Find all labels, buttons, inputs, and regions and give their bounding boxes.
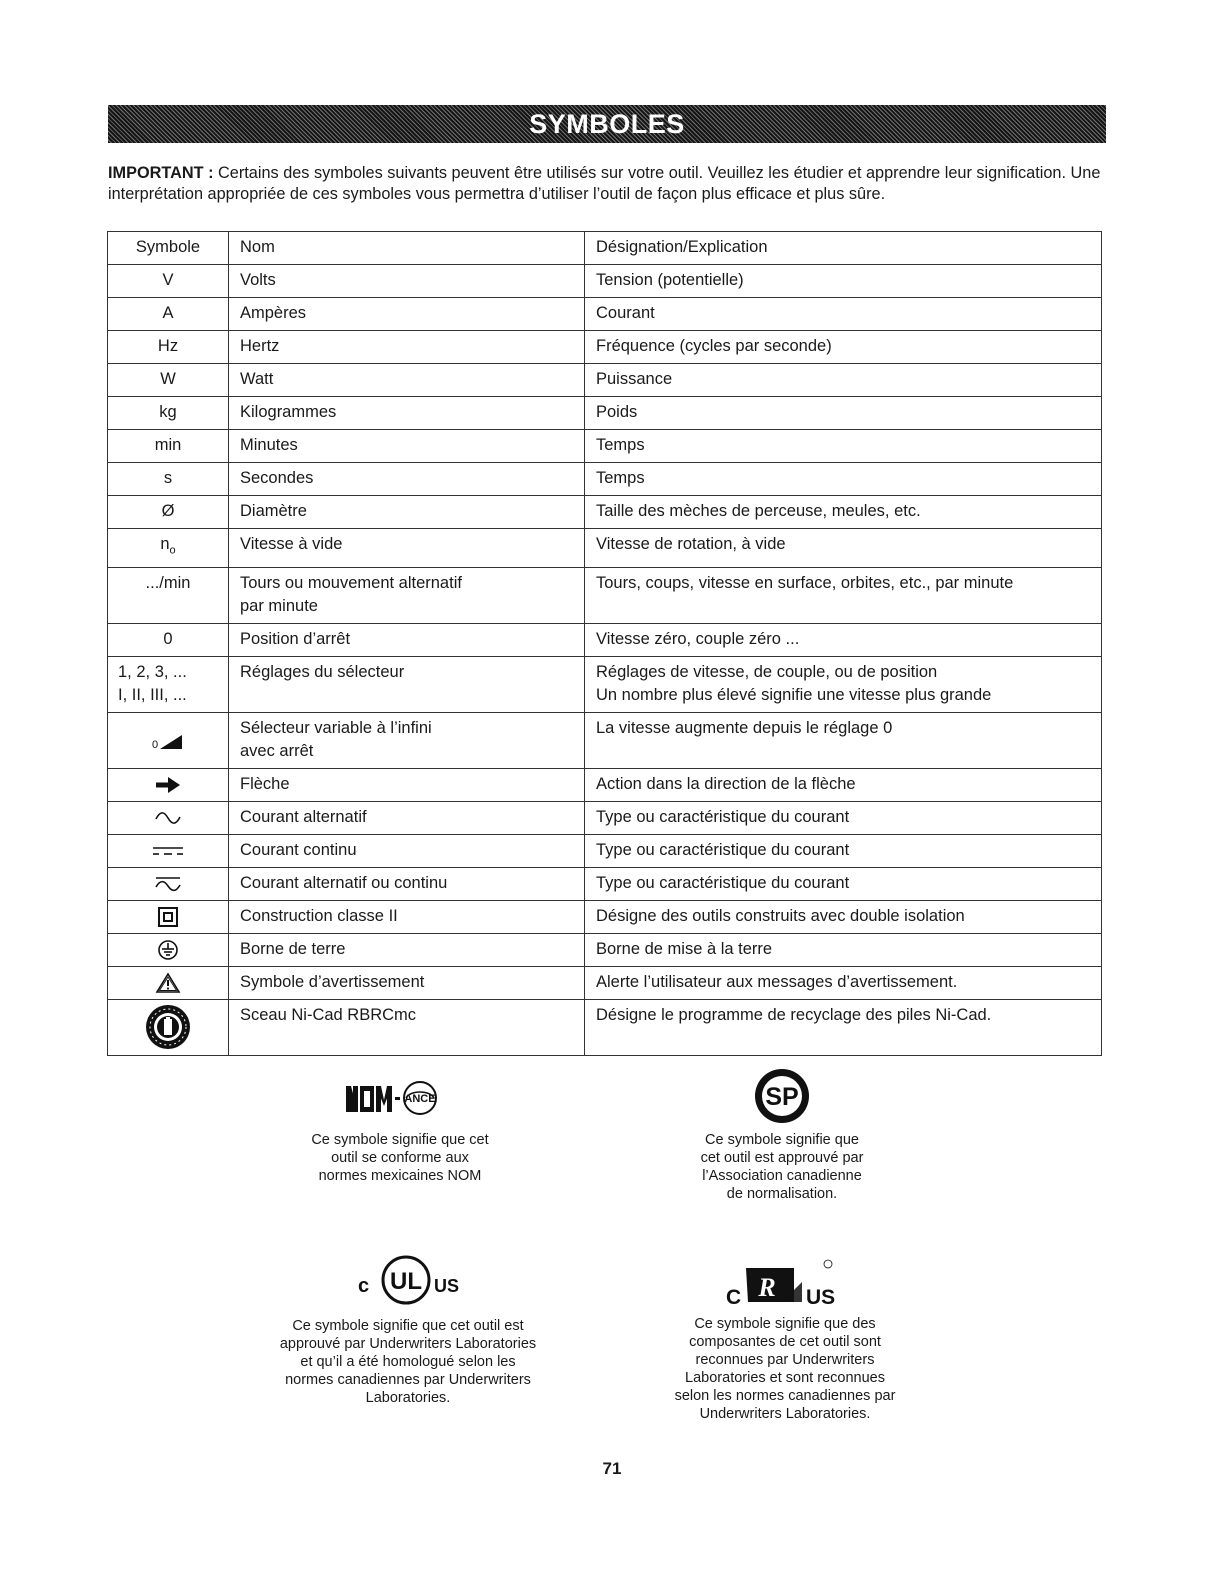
header-desc: Désignation/Explication (585, 232, 1102, 265)
row-symbol-line1: 1, 2, 3, ... (118, 663, 187, 682)
row-symbol (108, 769, 229, 802)
row-symbol (108, 713, 229, 769)
row-desc: Type ou caractéristique du courant (585, 868, 1102, 901)
ru-caption-line: Laboratories et sont reconnues (685, 1370, 885, 1386)
alternating-current-icon (153, 809, 183, 827)
row-name-line2: avec arrêt (240, 742, 314, 761)
table-row (108, 265, 1102, 298)
row-desc: Puissance (585, 364, 1102, 397)
ru-caption-line: reconnues par Underwriters (695, 1352, 875, 1368)
row-desc: Désigne des outils construits avec double isolation (585, 901, 1102, 934)
row-symbol (108, 657, 229, 713)
row-desc: Désigne le programme de recyclage des piles Ni-Cad. (585, 1000, 1102, 1056)
table-row (108, 934, 1102, 967)
row-symbol (108, 868, 229, 901)
row-desc-line2: Un nombre plus élevé signifie une vitesse plus grande (596, 686, 992, 705)
row-name: Courant alternatif ou continu (229, 868, 585, 901)
page-number: 71 (602, 1459, 622, 1478)
row-name: Sceau Ni-Cad RBRCmc (229, 1000, 585, 1056)
variable-selector-icon (152, 729, 184, 751)
ru-caption-line: selon les normes canadiennes par (674, 1388, 896, 1404)
row-symbol (108, 835, 229, 868)
csa-caption-line: de normalisation. (726, 1186, 838, 1202)
table-row (108, 496, 1102, 529)
table-row (108, 397, 1102, 430)
table-row (108, 657, 1102, 713)
ru-caption-line: composantes de cet outil sont (689, 1334, 881, 1350)
earth-terminal-icon (157, 939, 179, 961)
svg-text:US: US (434, 1276, 460, 1296)
row-name: Diamètre (229, 496, 585, 529)
header-name: Nom (229, 232, 585, 265)
ru-caption-line: Ce symbole signifie que des (694, 1316, 876, 1332)
table-row (108, 364, 1102, 397)
ul-caption-line: Laboratories. (365, 1390, 451, 1406)
row-name-line2: par minute (240, 597, 318, 616)
symbol-n: n (160, 535, 170, 553)
svg-text:0: 0 (152, 739, 159, 752)
row-symbol: .../min (108, 568, 229, 624)
row-name: Construction classe II (229, 901, 585, 934)
csa-logo-icon (752, 1066, 812, 1126)
row-symbol: Ø (108, 496, 229, 529)
row-symbol (108, 529, 229, 568)
row-name-line1: Sélecteur variable à l’infini (240, 719, 432, 738)
row-desc: Borne de mise à la terre (585, 934, 1102, 967)
row-desc: Tension (potentielle) (585, 265, 1102, 298)
header-symbol: Symbole (108, 232, 229, 265)
intro-text: Certains des symboles suivants peuvent être utilisés sur votre outil. Veuillez les étudier et apprendre leur signification. Une interprétation appropriée de ces symboles vous permettra d’utiliser l’outil de façon plus efficace et plus sûre. (108, 164, 1101, 203)
section-title: SYMBOLES (529, 108, 685, 139)
svg-text:ANCE: ANCE (404, 1093, 436, 1105)
row-desc-line1: Réglages de vitesse, de couple, ou de position (596, 663, 938, 682)
svg-text:c: c (358, 1275, 370, 1297)
table-row (108, 769, 1102, 802)
ul-caption-line: et qu’il a été homologué selon les (300, 1354, 516, 1370)
row-desc: Taille des mèches de perceuse, meules, etc. (585, 496, 1102, 529)
row-symbol: V (108, 265, 229, 298)
row-symbol: 0 (108, 624, 229, 657)
row-name: Courant continu (229, 835, 585, 868)
table-row (108, 901, 1102, 934)
row-name (229, 568, 585, 624)
csa-caption-line: Ce symbole signifie que (705, 1132, 859, 1148)
svg-text:R: R (758, 1273, 776, 1302)
row-desc (585, 657, 1102, 713)
row-symbol (108, 934, 229, 967)
row-symbol: min (108, 430, 229, 463)
svg-text:UL: UL (390, 1268, 422, 1295)
row-symbol: Hz (108, 331, 229, 364)
nom-logo-block (290, 1076, 510, 1185)
table-header-row (108, 232, 1102, 265)
row-desc: Action dans la direction de la flèche (585, 769, 1102, 802)
row-desc: Poids (585, 397, 1102, 430)
row-desc: Vitesse zéro, couple zéro ... (585, 624, 1102, 657)
row-name (229, 713, 585, 769)
row-symbol (108, 901, 229, 934)
symbols-table (107, 231, 1102, 1056)
ul-logo-block (258, 1250, 558, 1407)
ru-logo-block (640, 1252, 930, 1423)
row-symbol: A (108, 298, 229, 331)
row-name: Watt (229, 364, 585, 397)
ul-caption-line: normes canadiennes par Underwriters (285, 1372, 531, 1388)
table-row (108, 331, 1102, 364)
svg-text:US: US (806, 1286, 836, 1309)
row-desc: Type ou caractéristique du courant (585, 802, 1102, 835)
intro-paragraph (108, 163, 1108, 205)
ru-caption-line: Underwriters Laboratories. (699, 1406, 871, 1422)
row-name-line1: Tours ou mouvement alternatif (240, 574, 462, 593)
row-name: Minutes (229, 430, 585, 463)
row-symbol (108, 802, 229, 835)
table-row (108, 298, 1102, 331)
nom-caption-line: outil se conforme aux (331, 1150, 469, 1166)
row-name: Borne de terre (229, 934, 585, 967)
nom-caption-line: Ce symbole signifie que cet (311, 1132, 489, 1148)
row-symbol (108, 1000, 229, 1056)
nom-ance-logo-icon (340, 1076, 460, 1126)
row-desc: Type ou caractéristique du courant (585, 835, 1102, 868)
row-symbol: W (108, 364, 229, 397)
section-banner (108, 105, 1106, 143)
table-row (108, 463, 1102, 496)
row-name: Réglages du sélecteur (229, 657, 585, 713)
table-row (108, 802, 1102, 835)
symbol-n-subscript: o (169, 544, 176, 557)
table-row (108, 835, 1102, 868)
intro-label: IMPORTANT : (108, 164, 214, 182)
culus-logo-icon (348, 1250, 468, 1312)
csa-logo-block (672, 1066, 892, 1203)
row-symbol: kg (108, 397, 229, 430)
row-desc: Tours, coups, vitesse en surface, orbites, etc., par minute (585, 568, 1102, 624)
row-desc: Courant (585, 298, 1102, 331)
row-desc: Vitesse de rotation, à vide (585, 529, 1102, 568)
csa-caption-line: l’Association canadienne (702, 1168, 862, 1184)
class-ii-icon (157, 906, 179, 928)
row-desc: Temps (585, 430, 1102, 463)
row-desc: La vitesse augmente depuis le réglage 0 (585, 713, 1102, 769)
table-row (108, 868, 1102, 901)
row-name: Courant alternatif (229, 802, 585, 835)
row-name: Symbole d’avertissement (229, 967, 585, 1000)
row-name: Hertz (229, 331, 585, 364)
row-desc: Temps (585, 463, 1102, 496)
arrow-icon (155, 776, 181, 794)
csa-caption-line: cet outil est approuvé par (700, 1150, 864, 1166)
table-row (108, 713, 1102, 769)
table-row (108, 529, 1102, 568)
cruus-logo-icon (720, 1252, 850, 1310)
table-row (108, 568, 1102, 624)
svg-text:SP: SP (765, 1083, 799, 1111)
row-symbol: s (108, 463, 229, 496)
ul-caption-line: approuvé par Underwriters Laboratories (279, 1336, 537, 1352)
table-row (108, 430, 1102, 463)
row-name: Volts (229, 265, 585, 298)
row-name: Vitesse à vide (229, 529, 585, 568)
nom-caption-line: normes mexicaines NOM (318, 1168, 482, 1184)
row-name: Kilogrammes (229, 397, 585, 430)
svg-text:C: C (726, 1286, 742, 1309)
table-row (108, 967, 1102, 1000)
ul-caption-line: Ce symbole signifie que cet outil est (292, 1318, 524, 1334)
row-name: Flèche (229, 769, 585, 802)
row-symbol-line2: I, II, III, ... (118, 686, 187, 705)
row-name: Position d’arrêt (229, 624, 585, 657)
direct-current-icon (151, 843, 185, 859)
row-name: Secondes (229, 463, 585, 496)
ac-dc-icon (153, 874, 183, 894)
rbrc-seal-icon (145, 1004, 191, 1050)
row-name: Ampères (229, 298, 585, 331)
table-row (108, 624, 1102, 657)
row-desc: Fréquence (cycles par seconde) (585, 331, 1102, 364)
table-row (108, 1000, 1102, 1056)
row-symbol (108, 967, 229, 1000)
row-desc: Alerte l’utilisateur aux messages d’avertissement. (585, 967, 1102, 1000)
warning-triangle-icon (155, 972, 181, 994)
